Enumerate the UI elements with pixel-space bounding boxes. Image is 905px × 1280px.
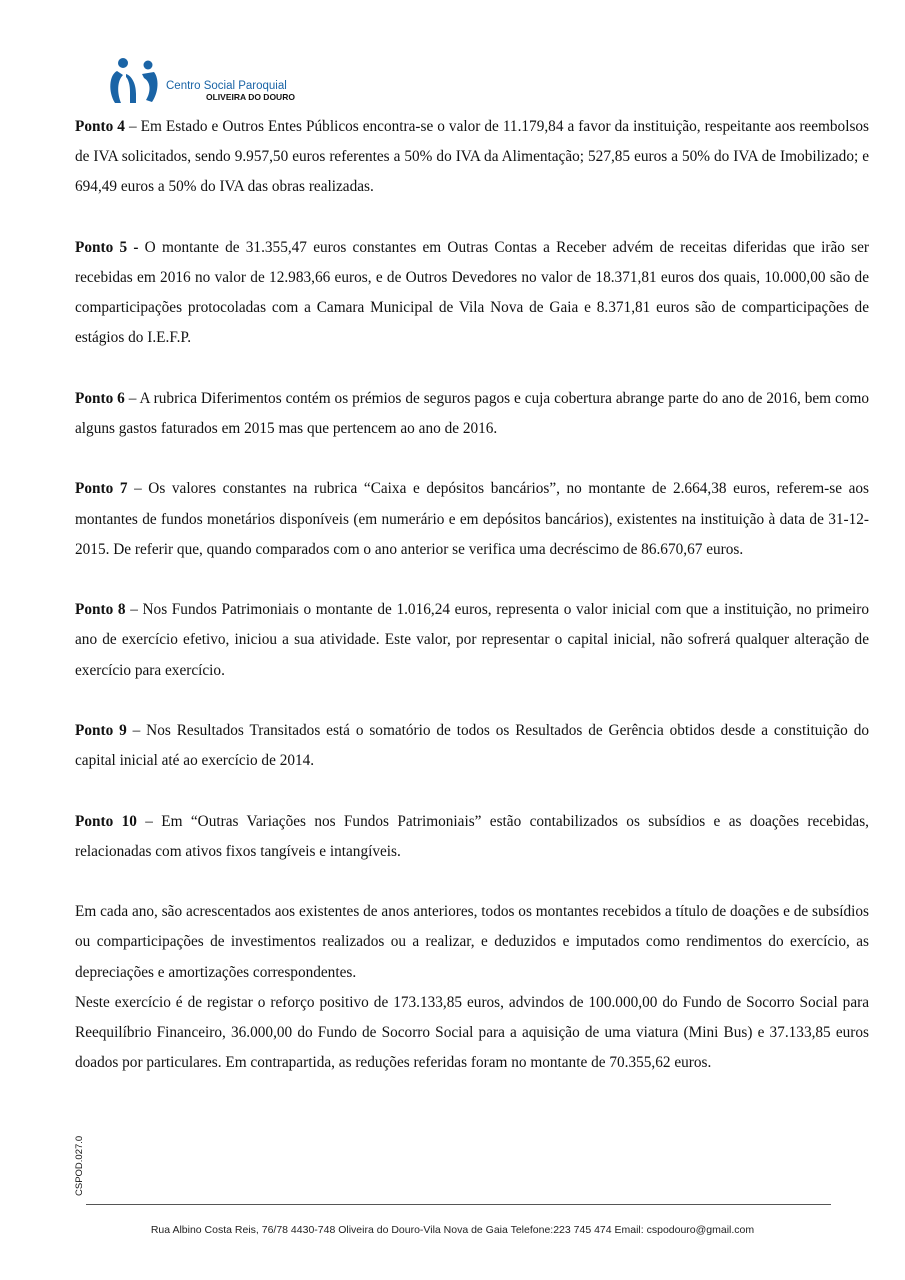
- paragraph-ponto-9: [75, 716, 869, 776]
- paragraph-text: – Em Estado e Outros Entes Públicos encontra-se o valor de 11.179,84 a favor da instituição, respeitante aos reembolsos de IVA solicitados, sendo 9.957,50 euros referentes a 50% do IVA da Alimentação; 527,85 euros a 50% do IVA de Imobilizado; e 694,49 euros a 50% do IVA das obras realizadas.: [75, 118, 869, 196]
- ponto-label: Ponto 6: [75, 389, 125, 407]
- ponto-label: Ponto 10: [75, 812, 137, 830]
- closing-paragraph: Neste exercício é de registar o reforço positivo de 173.133,85 euros, advindos de 100.000,00 do Fundo de Socorro Social para Reequilíbrio Financeiro, 36.000,00 do Fundo de Socorro Social para a aquisição de uma viatura (Mini Bus) e 37.133,85 euros doados por particulares. Em contrapartida, as reduções referidas foram no montante de 70.355,62 euros.: [75, 993, 869, 1072]
- paragraph-text: – Os valores constantes na rubrica “Caixa e depósitos bancários”, no montante de 2.664,38 euros, referem-se aos montantes de fundos monetários disponíveis (em numerário e em depósitos bancários), existentes na instituição à data de 31-12-2015. De referir que, quando comparados com o ano anterior se verifica uma decréscimo de 86.670,67 euros.: [75, 480, 869, 558]
- paragraph-text: O montante de 31.355,47 euros constantes em Outras Contas a Receber advém de receitas diferidas que irão ser recebidas em 2016 no valor de 12.983,66 euros, e de Outros Devedores no valor de 18.371,81 euros dos quais, 10.000,00 são de comparticipações protocoladas com a Camara Municipal de Vila Nova de Gaia e 8.371,81 euros são de comparticipações de estágios do I.E.F.P.: [75, 238, 870, 347]
- logo-subtitle: OLIVEIRA DO DOURO: [206, 92, 295, 102]
- paragraph-ponto-7: [75, 474, 869, 565]
- paragraph-text: – Nos Fundos Patrimoniais o montante de 1.016,24 euros, representa o valor inicial com que a instituição, no primeiro ano de exercício efetivo, iniciou a sua atividade. Este valor, por representar o capital inicial, não sofrerá qualquer alteração de exercício para exercício.: [75, 601, 869, 679]
- paragraph-text: – Nos Resultados Transitados está o somatório de todos os Resultados de Gerência obtidos desde a constituição do capital inicial até ao exercício de 2014.: [75, 721, 870, 770]
- paragraph-ponto-10: [75, 807, 869, 867]
- paragraph-text: – A rubrica Diferimentos contém os prémios de seguros pagos e cuja cobertura abrange parte do ano de 2016, bem como alguns gastos faturados em 2015 mas que pertencem ao ano de 2016.: [75, 389, 870, 437]
- ponto-label: Ponto 7: [75, 480, 128, 498]
- ponto-label: Ponto 5 -: [75, 238, 139, 256]
- document-body: [75, 112, 869, 1078]
- ponto-label: Ponto 9: [75, 721, 127, 739]
- ponto-label: Ponto 4: [75, 118, 125, 135]
- paragraph-ponto-4: [75, 112, 869, 203]
- footer-divider: [86, 1204, 831, 1205]
- paragraph-ponto-8: [75, 595, 869, 686]
- document-code: CSPOD.027.0: [74, 1135, 85, 1196]
- logo-figures-icon: [108, 56, 164, 108]
- footer-address: Rua Albino Costa Reis, 76/78 4430-748 Oliveira do Douro-Vila Nova de Gaia Telefone:223 745 474 Email: cspodouro@gmail.com: [150, 1224, 755, 1236]
- organization-logo: [108, 56, 308, 108]
- logo-name: Centro Social Paroquial: [166, 80, 287, 92]
- paragraph-ponto-5: [75, 233, 869, 354]
- closing-paragraph: Em cada ano, são acrescentados aos existentes de anos anteriores, todos os montantes recebidos a título de doações e de subsídios ou comparticipações de investimentos realizados ou a realizar, e deduzidos e imputados como rendimentos do exercício, as depreciações e amortizações correspondentes.: [75, 903, 869, 981]
- paragraph-ponto-6: [75, 384, 869, 444]
- ponto-label: Ponto 8: [75, 601, 126, 619]
- paragraph-text: – Em “Outras Variações nos Fundos Patrimoniais” estão contabilizados os subsídios e as doações recebidas, relacionadas com ativos fixos tangíveis e intangíveis.: [75, 812, 869, 860]
